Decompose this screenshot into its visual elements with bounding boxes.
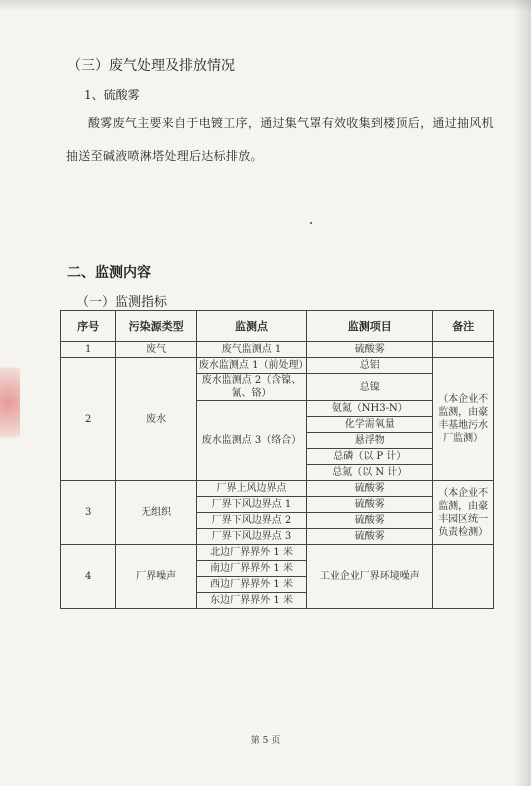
header-cell: 监测项目 xyxy=(307,311,433,342)
note-cell: （本企业不监测，由豪丰园区统一负责检测） xyxy=(433,481,494,545)
page-number: 第 5 页 xyxy=(250,736,281,746)
monitoring-point: 厂界下风边界点 3 xyxy=(196,529,306,545)
monitoring-point: 东边厂界界外 1 米 xyxy=(196,593,306,609)
monitoring-point: 厂界下风边界点 1 xyxy=(196,497,306,513)
table-row xyxy=(61,342,494,358)
table-row xyxy=(61,481,494,497)
page-right-shadow xyxy=(513,0,531,786)
monitoring-item: 硫酸雾 xyxy=(307,481,433,497)
monitoring-item: 总磷（以 P 计） xyxy=(307,449,433,465)
section-heading: （三）废气处理及排放情况 xyxy=(67,58,235,74)
source-type: 废水 xyxy=(116,358,197,481)
row-number: 2 xyxy=(61,358,116,481)
monitoring-point: 北边厂界界外 1 米 xyxy=(196,545,306,561)
subsection-heading: 1、硫酸雾 xyxy=(84,88,140,102)
main-heading: 二、监测内容 xyxy=(67,265,151,281)
monitoring-item: 氨氮（NH3-N） xyxy=(307,401,433,417)
monitoring-item: 硫酸雾 xyxy=(307,529,433,545)
row-number: 1 xyxy=(61,342,116,358)
note-cell xyxy=(433,545,494,609)
row-number: 3 xyxy=(61,481,116,545)
monitoring-point: 废水监测点 2（含镍、氰、铬） xyxy=(196,374,306,401)
header-cell: 污染源类型 xyxy=(116,311,197,342)
monitoring-item: 化学需氧量 xyxy=(307,417,433,433)
monitoring-item: 硫酸雾 xyxy=(307,497,433,513)
table-row xyxy=(61,358,494,374)
monitoring-item: 工业企业厂界环境噪声 xyxy=(307,545,433,609)
monitoring-point: 厂界下风边界点 2 xyxy=(196,513,306,529)
speck-mark xyxy=(310,222,312,224)
header-cell: 备注 xyxy=(433,311,494,342)
sub-heading: （一）监测指标 xyxy=(76,295,168,310)
monitoring-point: 废水监测点 1（前处理） xyxy=(196,358,306,374)
monitoring-point: 厂界上风边界点 xyxy=(196,481,306,497)
monitoring-item: 总氮（以 N 计） xyxy=(307,465,433,481)
monitoring-item: 硫酸雾 xyxy=(307,342,433,358)
monitoring-point: 南边厂界界外 1 米 xyxy=(196,561,306,577)
table-header-row xyxy=(61,311,494,342)
monitoring-point: 废气监测点 1 xyxy=(196,342,306,358)
row-number: 4 xyxy=(61,545,116,609)
monitoring-item: 悬浮物 xyxy=(307,433,433,449)
monitoring-point: 废水监测点 3（络合） xyxy=(196,401,306,481)
monitoring-item: 硫酸雾 xyxy=(307,513,433,529)
source-type: 无组织 xyxy=(116,481,197,545)
seal-stamp-edge xyxy=(0,355,20,450)
note-cell xyxy=(433,342,494,358)
monitoring-point: 西边厂界界外 1 米 xyxy=(196,577,306,593)
source-type: 废气 xyxy=(116,342,197,358)
table-row xyxy=(61,545,494,561)
monitoring-item: 总镍 xyxy=(307,374,433,401)
header-cell: 序号 xyxy=(61,311,116,342)
body-paragraph: 酸雾废气主要来自于电镀工序，通过集气罩有效收集到楼顶后，通过抽风机抽送至碱液喷淋塔处理后达标排放。 xyxy=(66,116,494,163)
monitoring-item: 总铝 xyxy=(307,358,433,374)
source-type: 厂界噪声 xyxy=(116,545,197,609)
note-cell: （本企业不监测，由豪丰基地污水厂监测） xyxy=(433,358,494,481)
monitoring-table xyxy=(60,310,494,609)
page-top-shadow xyxy=(0,0,531,12)
header-cell: 监测点 xyxy=(196,311,306,342)
